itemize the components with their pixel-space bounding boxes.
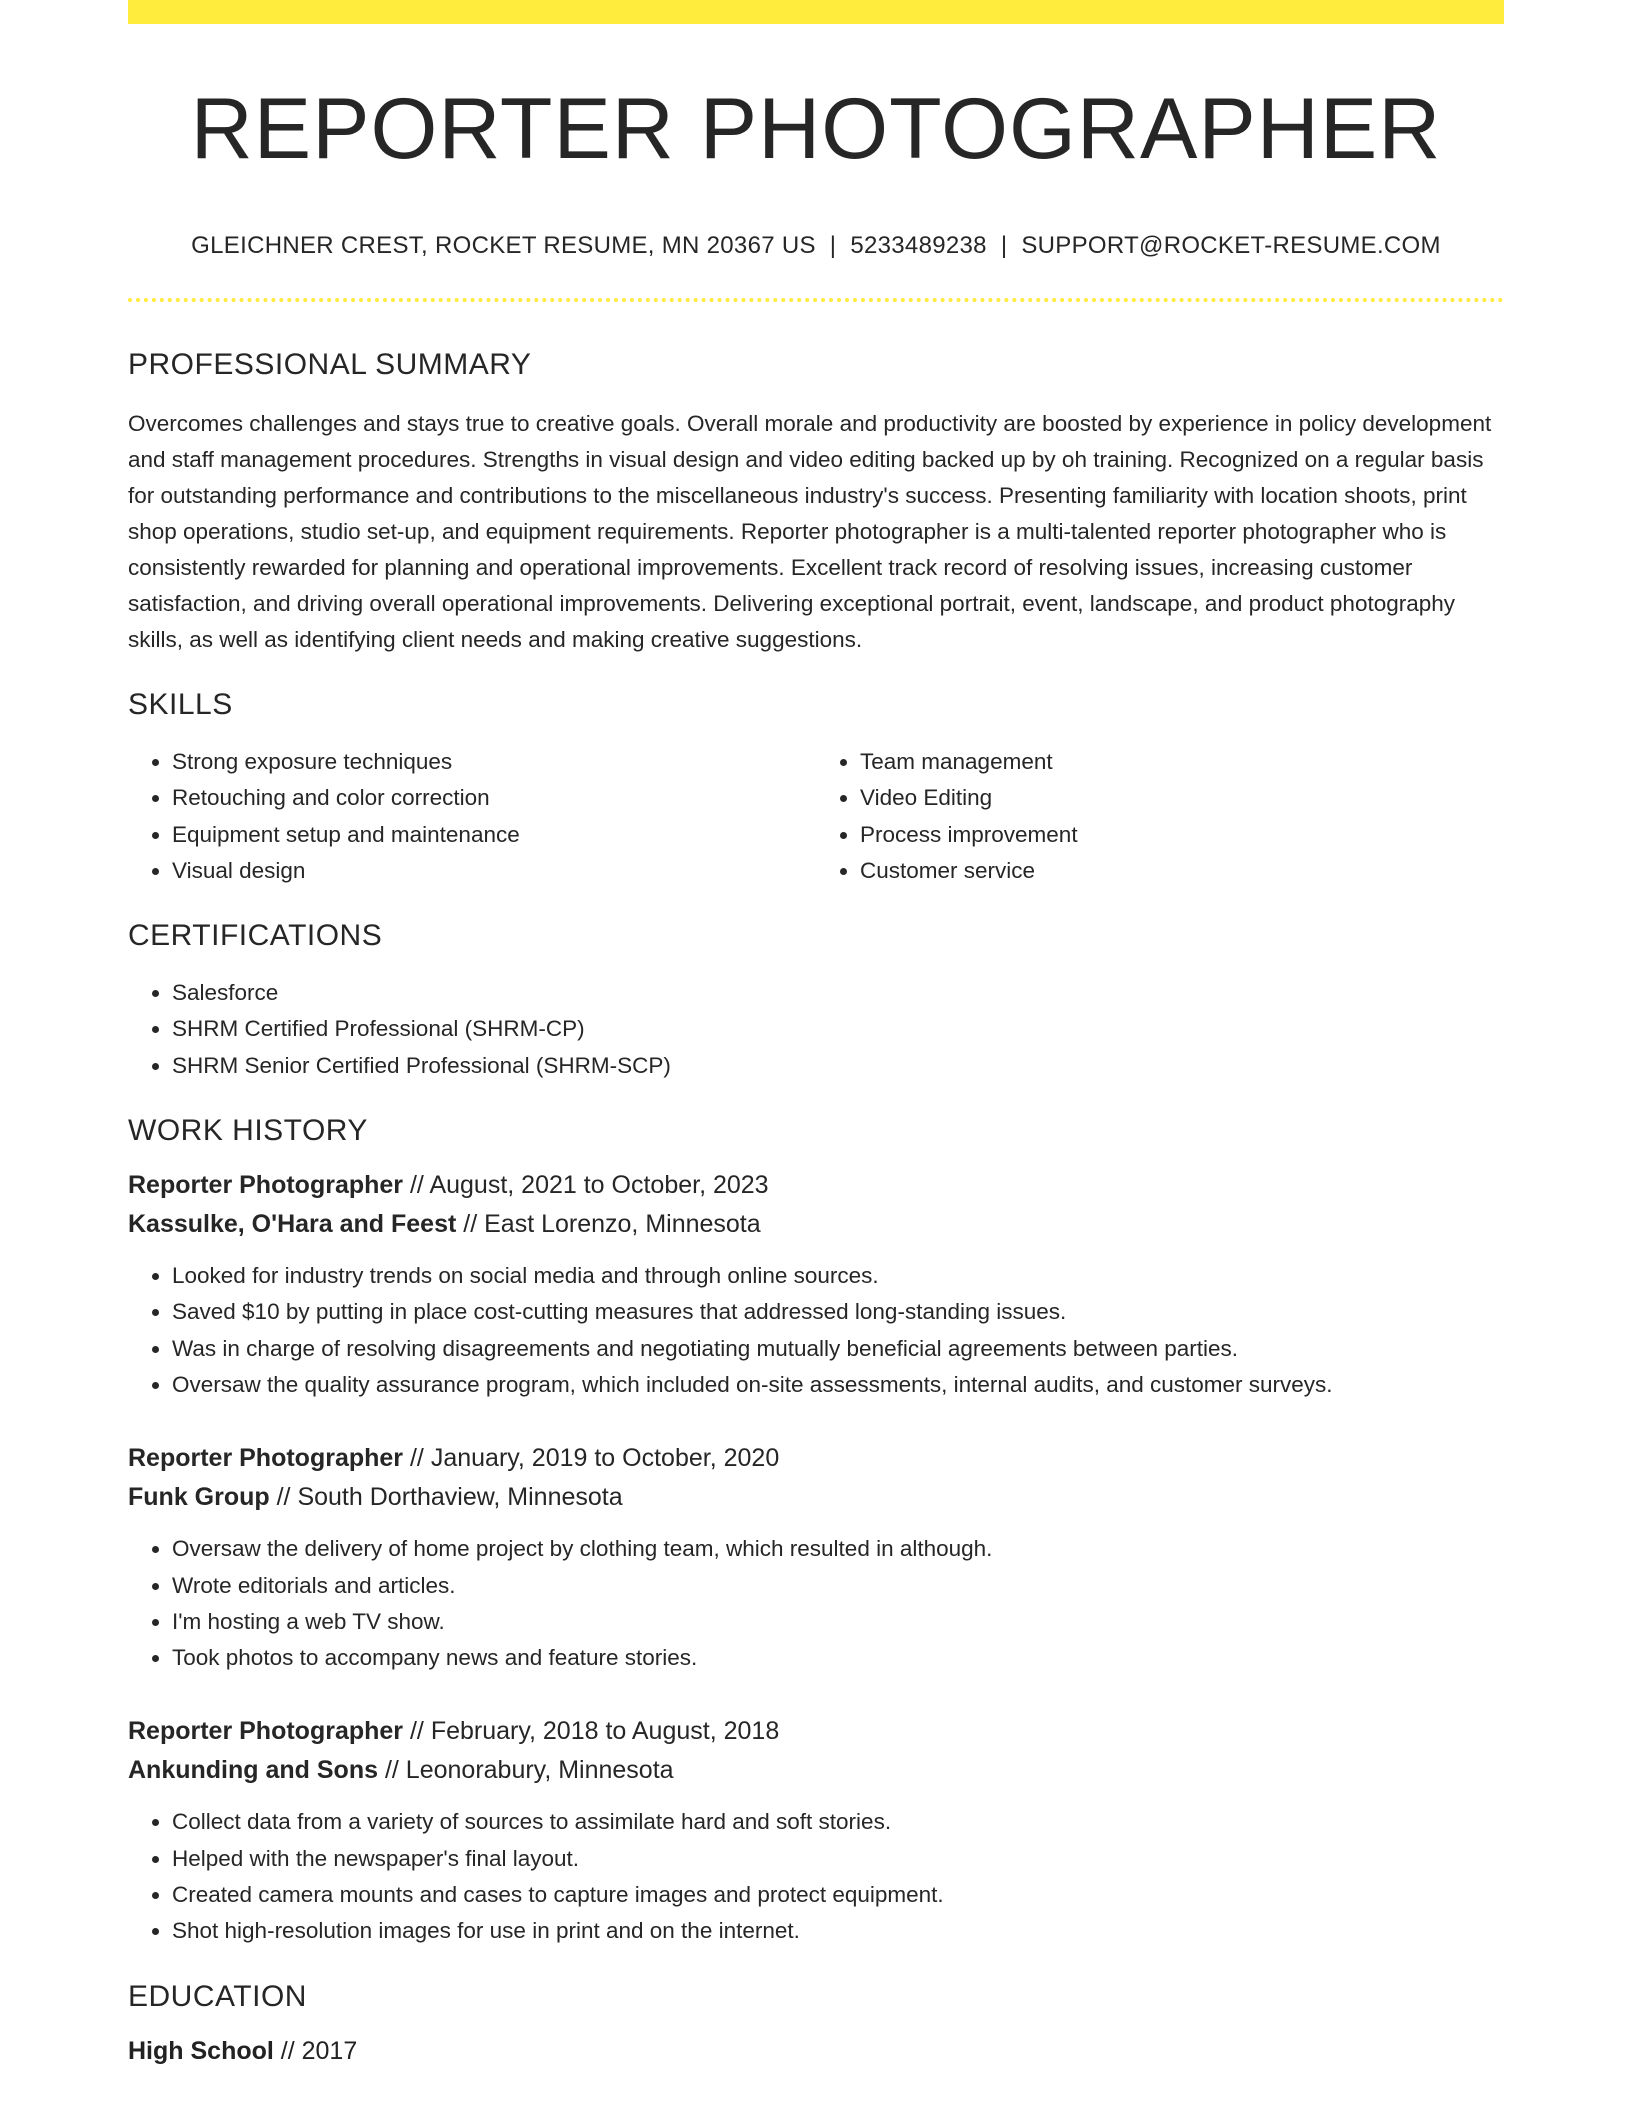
- work-history-heading: WORK HISTORY: [128, 1114, 368, 1148]
- job-bullet: • Wrote editorials and articles.: [172, 1568, 1504, 1604]
- job-bullet: • I'm hosting a web TV show.: [172, 1604, 1504, 1640]
- job-entry: [128, 1439, 1504, 1676]
- job-dates: January, 2019 to October, 2020: [430, 1444, 780, 1473]
- skill-item: • Customer service: [860, 853, 1504, 889]
- job-bullet: • Collect data from a variety of sources to assimilate hard and soft stories.: [172, 1804, 1504, 1840]
- certifications-section: [128, 919, 1504, 1084]
- job-company-line: [128, 1205, 1504, 1244]
- summary-section: [128, 348, 1504, 658]
- contact-separator: |: [829, 232, 837, 259]
- job-location: Leonorabury, Minnesota: [405, 1756, 674, 1785]
- job-dates: February, 2018 to August, 2018: [430, 1717, 780, 1746]
- education-heading: EDUCATION: [128, 1979, 307, 2013]
- job-entry: [128, 1712, 1504, 1949]
- certification-item: • SHRM Senior Certified Professional (SHRM-SCP): [172, 1048, 1504, 1084]
- job-company: Ankunding and Sons: [128, 1756, 378, 1785]
- job-bullets: [128, 1258, 1504, 1403]
- job-location: East Lorenzo, Minnesota: [484, 1210, 761, 1239]
- job-bullet: • Saved $10 by putting in place cost-cutting measures that addressed long-standing issues.: [172, 1294, 1504, 1330]
- job-role: Reporter Photographer: [128, 1171, 404, 1200]
- summary-text: Overcomes challenges and stays true to creative goals. Overall morale and productivity are boosted by experience in policy development and staff management procedures. Strengths in visual design and video editing backed up by oh training. Recognized on a regular basis for outstanding performance and contributions to the miscellaneous industry's success. Presenting familiarity with location shoots, print shop operations, studio set-up, and equipment requirements. Reporter photographer is a multi-talented reporter photographer who is consistently rewarded for planning and operational improvements. Excellent track record of resolving issues, increasing customer satisfaction, and driving overall operational improvements. Delivering exceptional portrait, event, landscape, and product photography skills, as well as identifying client needs and making creative suggestions.: [128, 411, 1492, 652]
- job-bullet: • Oversaw the quality assurance program, which included on-site assessments, internal audits, and customer surveys.: [172, 1367, 1504, 1403]
- job-entry: [128, 1166, 1504, 1403]
- candidate-name: REPORTER PHOTOGRAPHER: [190, 81, 1442, 177]
- job-separator: //: [403, 1444, 431, 1473]
- job-separator: //: [378, 1756, 406, 1785]
- skill-item: • Team management: [860, 744, 1504, 780]
- skills-list-left: [128, 744, 816, 889]
- work-history-section: [128, 1114, 1504, 1950]
- skill-item: • Process improvement: [860, 817, 1504, 853]
- contact-email: SUPPORT@ROCKET-RESUME.COM: [1021, 232, 1441, 259]
- job-title-line: [128, 1439, 1504, 1478]
- resume-page: [128, 0, 1504, 2071]
- job-bullet: • Created camera mounts and cases to capture images and protect equipment.: [172, 1877, 1504, 1913]
- job-bullet: • Oversaw the delivery of home project by clothing team, which resulted in although.: [172, 1531, 1504, 1567]
- job-bullets: [128, 1804, 1504, 1949]
- education-separator: //: [273, 2036, 302, 2065]
- summary-heading: PROFESSIONAL SUMMARY: [128, 348, 532, 381]
- certifications-list: [128, 975, 1504, 1084]
- job-role: Reporter Photographer: [128, 1444, 404, 1473]
- job-bullet: • Shot high-resolution images for use in print and on the internet.: [172, 1913, 1504, 1949]
- job-bullet: • Took photos to accompany news and feature stories.: [172, 1640, 1504, 1676]
- job-role: Reporter Photographer: [128, 1717, 404, 1746]
- skills-list-right: [816, 744, 1504, 889]
- skills-section: [128, 688, 1504, 889]
- skills-heading: SKILLS: [128, 688, 233, 721]
- education-degree: High School: [128, 2036, 274, 2065]
- job-company-line: [128, 1478, 1504, 1517]
- education-year: 2017: [301, 2036, 358, 2065]
- certification-item: • SHRM Certified Professional (SHRM-CP): [172, 1011, 1504, 1047]
- job-separator: //: [456, 1210, 485, 1239]
- job-separator: //: [269, 1483, 298, 1512]
- job-bullets: [128, 1531, 1504, 1676]
- skill-item: • Video Editing: [860, 780, 1504, 816]
- contact-phone: 5233489238: [850, 232, 987, 259]
- job-company-line: [128, 1751, 1504, 1790]
- job-title-line: [128, 1166, 1504, 1205]
- education-entry: [128, 2032, 1504, 2071]
- job-company: Kassulke, O'Hara and Feest: [128, 1210, 457, 1239]
- certifications-heading: CERTIFICATIONS: [128, 919, 383, 953]
- job-separator: //: [403, 1171, 430, 1200]
- job-dates: August, 2021 to October, 2023: [429, 1171, 769, 1200]
- job-bullet: • Helped with the newspaper's final layout.: [172, 1841, 1504, 1877]
- job-title-line: [128, 1712, 1504, 1751]
- job-location: South Dorthaview, Minnesota: [297, 1483, 623, 1512]
- accent-top-bar: [128, 0, 1504, 24]
- header-divider: [128, 298, 1504, 302]
- contact-separator: |: [1000, 232, 1008, 259]
- contact-line: [128, 232, 1504, 260]
- contact-address: GLEICHNER CREST, ROCKET RESUME, MN 20367 US: [191, 232, 816, 259]
- skill-item: • Visual design: [172, 853, 816, 889]
- certification-item: • Salesforce: [172, 975, 1504, 1011]
- skill-item: • Equipment setup and maintenance: [172, 817, 816, 853]
- education-section: [128, 1980, 1504, 2071]
- job-separator: //: [403, 1717, 431, 1746]
- job-company: Funk Group: [128, 1483, 270, 1512]
- skill-item: • Retouching and color correction: [172, 780, 816, 816]
- skill-item: • Strong exposure techniques: [172, 744, 816, 780]
- job-bullet: • Looked for industry trends on social media and through online sources.: [172, 1258, 1504, 1294]
- job-bullet: • Was in charge of resolving disagreements and negotiating mutually beneficial agreements between parties.: [172, 1331, 1504, 1367]
- skills-grid: [128, 744, 1504, 889]
